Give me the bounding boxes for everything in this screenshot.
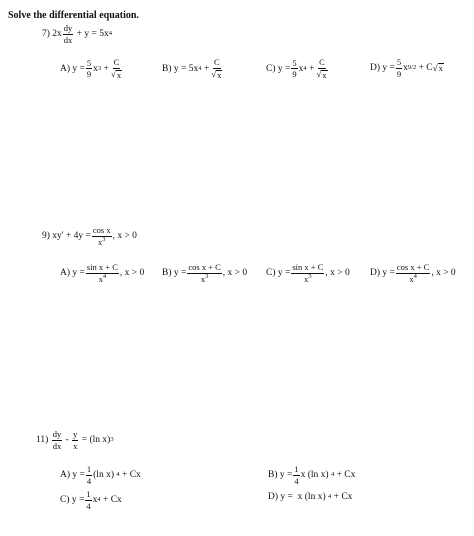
problem-number: 9) (42, 231, 50, 241)
choice-7b[interactable]: B) y = 5x 4 + C √ x (162, 57, 222, 80)
sqrt-icon: √ x (110, 69, 122, 80)
sqrt-icon: √ x (316, 69, 327, 80)
sqrt-icon: √ x (211, 69, 222, 80)
problem-number: 11) (36, 435, 49, 445)
choice-7a[interactable]: A) y = $\frac{5}{9}$ x 3 + C √ x (60, 57, 122, 80)
choice-7c[interactable]: C) y = $\frac{5}{9}$ x 4 + C √ x (266, 57, 327, 80)
problem-9-equation: 9) xy' + 4y = $\frac{\text{cos x}}{x^3}$ , x > 0 (42, 225, 137, 247)
choice-11a[interactable]: A) y = $\frac{1}{4}$ (ln x) 4 + Cx (60, 464, 141, 486)
choice-7d[interactable]: D) y = $\frac{5}{9}$ x 9/2 + C √ x (370, 57, 443, 79)
problem-11-equation: 11) $\frac{dy}{dx}$ - $\frac{y}{x}$ = (ln x) 3 (36, 429, 114, 451)
instructions-header: Solve the differential equation. (8, 10, 139, 21)
choice-9b[interactable]: B) y = $\frac{\text{cos x + C}}{x^3}$ , x > 0 (162, 262, 248, 284)
sqrt-icon: √ x (432, 62, 443, 74)
problem-7-equation: 7) 2x $\frac{dy}{dx}$ + y = 5x 4 (42, 23, 113, 45)
choice-11b[interactable]: B) y = $\frac{1}{4}$ x (ln x) 4 + Cx (268, 464, 356, 486)
choice-11c[interactable]: C) y = $\frac{1}{4}$ x 4 + Cx (60, 489, 122, 511)
derivative-fraction: $\frac{dy}{dx}$ (63, 23, 73, 45)
choice-9d[interactable]: D) y = $\frac{\text{cos x + C}}{x^4}$ , x > 0 (370, 262, 456, 284)
choice-9c[interactable]: C) y = $\frac{\text{sin x + C}}{x^3}$ , x > 0 (266, 262, 350, 284)
problem-number: 7) (42, 29, 50, 39)
choice-9a[interactable]: A) y = $\frac{\text{sin x + C}}{x^4}$ , x > 0 (60, 262, 145, 284)
choice-11d[interactable]: D) y = x (ln x) 4 + Cx (268, 492, 353, 502)
